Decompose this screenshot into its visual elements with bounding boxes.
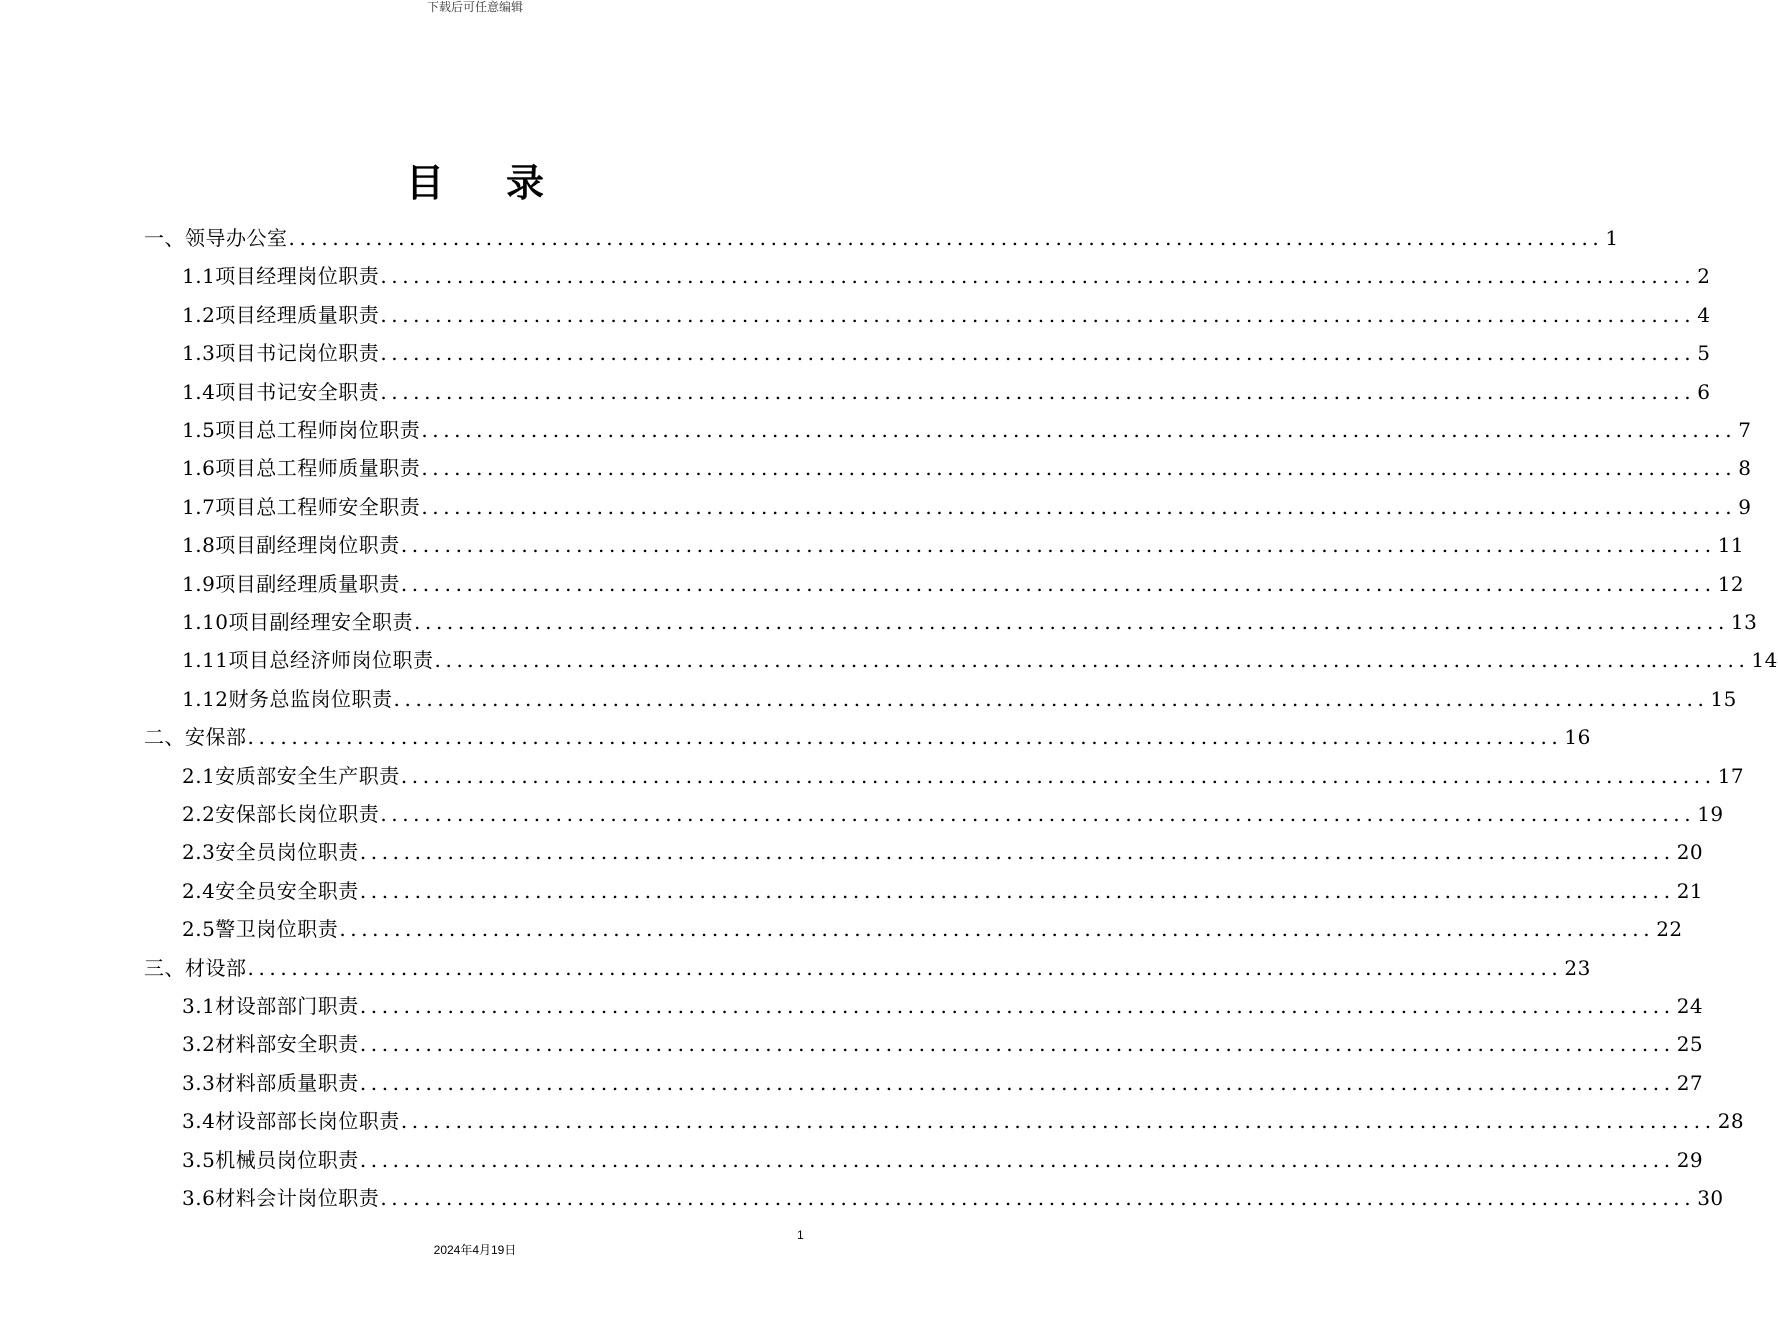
toc-entry[interactable] (182, 987, 1704, 1025)
toc-entry-page: 6 (1697, 379, 1711, 404)
toc-entry-page: 7 (1738, 418, 1752, 442)
toc-dot-leader: ........................................................................................................................ (288, 226, 1604, 250)
toc-entry[interactable] (182, 334, 1711, 372)
toc-entry[interactable] (182, 296, 1711, 334)
toc-entry-label: 1.5项目总工程师岗位职责 (182, 418, 421, 442)
toc-entry-page: 9 (1738, 494, 1752, 519)
toc-dot-leader: ........................................................................................................................ (421, 456, 1737, 481)
toc-entry-label: 3.1材设部部门职责 (182, 994, 359, 1018)
toc-entry[interactable] (182, 872, 1704, 910)
toc-dot-leader: ........................................................................................................................ (359, 1147, 1675, 1172)
toc-entry-page: 24 (1676, 994, 1704, 1018)
toc-dot-leader: ........................................................................................................................ (400, 533, 1716, 558)
toc-entry[interactable] (182, 603, 1758, 641)
toc-entry-label: 1.6项目总工程师质量职责 (182, 456, 421, 481)
toc-entry-label: 3.4材设部部长岗位职责 (182, 1109, 400, 1134)
toc-entry-page: 25 (1676, 1032, 1704, 1057)
toc-entry[interactable] (144, 949, 1591, 987)
toc-entry-label: 2.5警卫岗位职责 (182, 917, 339, 942)
toc-entry-page: 21 (1676, 878, 1704, 903)
toc-entry-label: 3.6材料会计岗位职责 (182, 1186, 380, 1210)
toc-dot-leader: ........................................................................................................................ (400, 571, 1716, 596)
toc-entry-page: 28 (1717, 1109, 1745, 1134)
page-number: 1 (797, 1228, 804, 1242)
toc-entry[interactable] (182, 1102, 1745, 1140)
toc-entry-label: 3.2材料部安全职责 (182, 1032, 359, 1057)
toc-dot-leader: ........................................................................................................................ (359, 1032, 1675, 1057)
toc-dot-leader: ........................................................................................................................ (380, 264, 1696, 289)
toc-entry-label: 1.3项目书记岗位职责 (182, 341, 380, 366)
toc-entry-page: 17 (1717, 763, 1745, 788)
toc-entry-label: 3.5机械员岗位职责 (182, 1147, 359, 1172)
toc-entry[interactable] (182, 833, 1704, 871)
toc-entry[interactable] (182, 488, 1752, 526)
toc-entry-label: 1.1项目经理岗位职责 (182, 264, 380, 289)
toc-entry-page: 19 (1697, 802, 1724, 826)
toc-entry-page: 5 (1697, 341, 1711, 366)
toc-entry-page: 13 (1730, 610, 1758, 634)
toc-entry-page: 14 (1751, 648, 1778, 673)
toc-dot-leader: ........................................................................................................................ (380, 341, 1696, 366)
toc-dot-leader: ........................................................................................................................ (247, 725, 1563, 750)
toc-entry-page: 11 (1717, 533, 1745, 558)
toc-entry-page: 27 (1676, 1070, 1704, 1095)
toc-entry[interactable] (182, 795, 1724, 833)
toc-entry-label: 1.2项目经理质量职责 (182, 302, 380, 327)
toc-entry[interactable] (182, 449, 1752, 487)
toc-dot-leader: ........................................................................................................................ (414, 610, 1729, 634)
toc-entry-page: 22 (1656, 917, 1683, 942)
toc-entry-label: 2.1安质部安全生产职责 (182, 763, 400, 788)
toc-dot-leader: ........................................................................................................................ (359, 994, 1675, 1018)
toc-entry-label: 1.11项目总经济师岗位职责 (182, 648, 434, 673)
toc-entry-label: 2.4安全员安全职责 (182, 878, 359, 903)
toc-entry-label: 2.3安全员岗位职责 (182, 840, 359, 865)
toc-dot-leader: ........................................................................................................................ (434, 648, 1750, 673)
toc-entry-label: 三、材设部 (144, 955, 247, 980)
toc-entry[interactable] (182, 565, 1745, 603)
toc-entry-label: 1.8项目副经理岗位职责 (182, 533, 400, 558)
toc-entry[interactable] (182, 526, 1745, 564)
toc-entry-label: 2.2安保部长岗位职责 (182, 802, 380, 826)
toc-entry[interactable] (182, 910, 1683, 948)
toc-entry[interactable] (182, 373, 1711, 411)
toc-entry-label: 1.10项目副经理安全职责 (182, 610, 414, 634)
toc-entry-page: 23 (1564, 955, 1591, 980)
toc-entry-page: 15 (1710, 686, 1737, 711)
toc-entry[interactable] (144, 718, 1591, 756)
toc-dot-leader: ........................................................................................................................ (380, 379, 1696, 404)
toc-title: 目录 (405, 161, 606, 205)
toc-entry[interactable] (182, 680, 1737, 718)
toc-dot-leader: ........................................................................................................................ (247, 955, 1563, 980)
toc-entry-label: 1.7项目总工程师安全职责 (182, 494, 421, 519)
toc-dot-leader: ........................................................................................................................ (359, 878, 1675, 903)
toc-entry[interactable] (182, 1025, 1704, 1063)
toc-entry[interactable] (182, 1179, 1724, 1217)
toc-entry-page: 20 (1676, 840, 1704, 865)
toc-entry-page: 12 (1717, 571, 1745, 596)
toc-entry-page: 16 (1564, 725, 1591, 750)
toc-entry-label: 1.9项目副经理质量职责 (182, 571, 400, 596)
toc-entry-label: 3.3材料部质量职责 (182, 1070, 359, 1095)
toc-dot-leader: ........................................................................................................................ (339, 917, 1655, 942)
toc-entry-label: 二、安保部 (144, 725, 247, 750)
toc-entry-page: 8 (1738, 456, 1752, 481)
header-note: 下载后可任意编辑 (426, 0, 523, 14)
toc-entry[interactable] (182, 257, 1711, 295)
toc-entry[interactable] (182, 411, 1752, 449)
toc-entry-page: 1 (1605, 226, 1619, 250)
toc-dot-leader: ........................................................................................................................ (380, 802, 1696, 826)
toc-dot-leader: ........................................................................................................................ (400, 1109, 1716, 1134)
toc-entry-page: 29 (1676, 1147, 1704, 1172)
toc-entry[interactable] (182, 757, 1745, 795)
toc-entry-label: 1.12财务总监岗位职责 (182, 686, 393, 711)
toc-entry-page: 30 (1697, 1186, 1724, 1210)
footer-date: 2024年4月19日 (433, 1243, 517, 1257)
toc-entry-label: 一、领导办公室 (144, 226, 288, 250)
toc-entry-page: 2 (1697, 264, 1711, 289)
toc-entry[interactable] (182, 641, 1778, 679)
toc-dot-leader: ........................................................................................................................ (380, 302, 1696, 327)
toc-dot-leader: ........................................................................................................................ (380, 1186, 1696, 1210)
toc-dot-leader: ........................................................................................................................ (359, 1070, 1675, 1095)
toc-dot-leader: ........................................................................................................................ (421, 418, 1737, 442)
toc-entry-label: 1.4项目书记安全职责 (182, 379, 380, 404)
toc-dot-leader: ........................................................................................................................ (421, 494, 1737, 519)
toc-entry[interactable] (144, 219, 1619, 257)
toc-dot-leader: ........................................................................................................................ (359, 840, 1675, 865)
toc-dot-leader: ........................................................................................................................ (393, 686, 1709, 711)
toc-entry[interactable] (182, 1141, 1704, 1179)
toc-entry[interactable] (182, 1064, 1704, 1102)
toc-dot-leader: ........................................................................................................................ (400, 763, 1716, 788)
toc-entry-page: 4 (1697, 302, 1711, 327)
